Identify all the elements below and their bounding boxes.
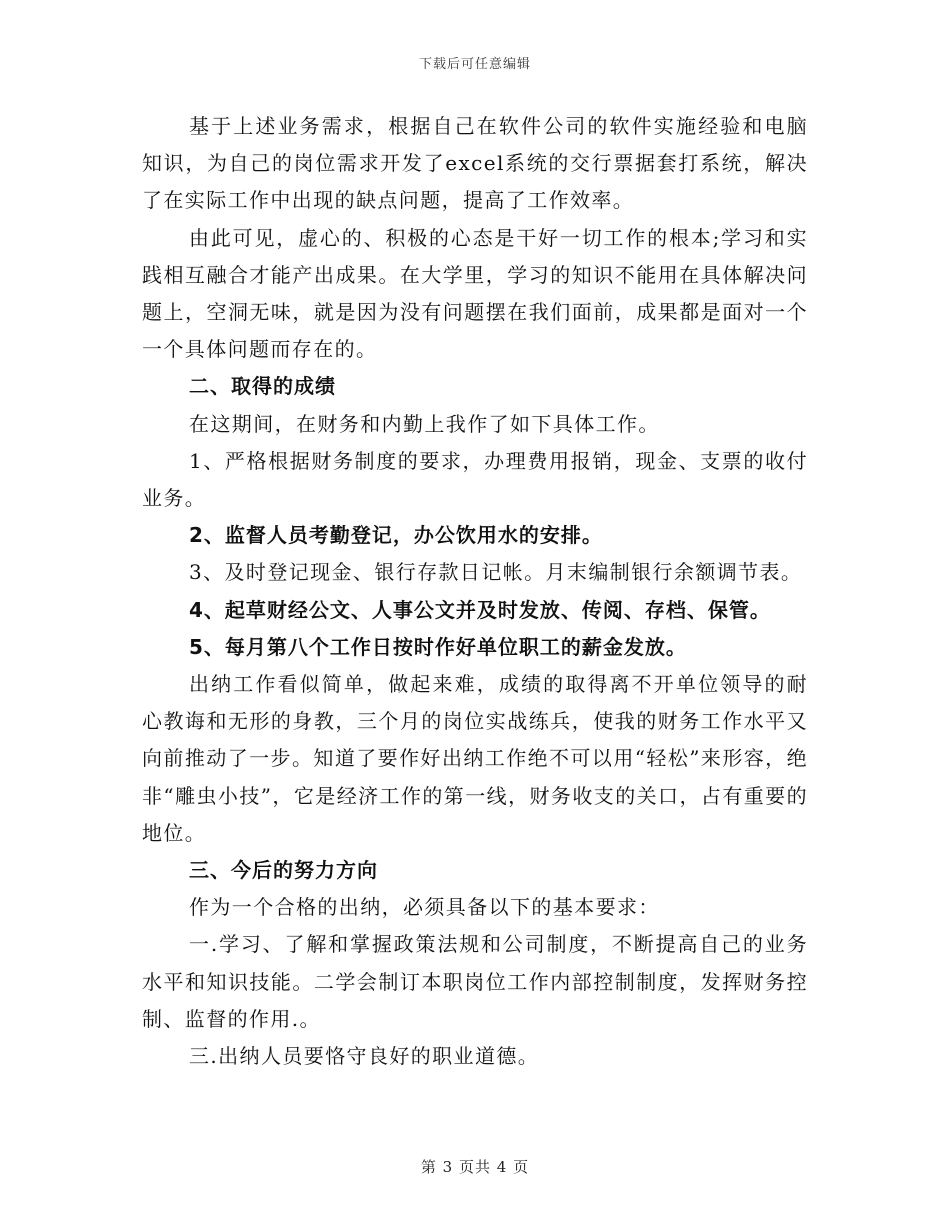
paragraph-6: 一.学习、了解和掌握政策法规和公司制度，不断提高自己的业务水平和知识技能。二学会制订本职岗位工作内部控制制度，发挥财务控制、监督的作用.。	[142, 932, 808, 1031]
list-item-2: 2、监督人员考勤登记，办公饮用水的安排。	[189, 523, 603, 548]
paragraph-5: 作为一个合格的出纳，必须具备以下的基本要求：	[189, 895, 660, 920]
paragraph-2: 由此可见，虚心的、积极的心态是干好一切工作的根本;学习和实践相互融合才能产出成果。在大学里，学习的知识不能用在具体解决问题上，空洞无味，就是因为没有问题摆在我们面前，成果都是面对一个一个具体问题而存在的。	[142, 225, 808, 362]
page-header: 下载后可任意编辑	[418, 57, 531, 72]
paragraph-1: 基于上述业务需求，根据自己在软件公司的软件实施经验和电脑知识，为自己的岗位需求开发了excel系统的交行票据套打系统，解决了在实际工作中出现的缺点问题，提高了工作效率。	[142, 114, 808, 213]
paragraph-7: 三.出纳人员要恪守良好的职业道德。	[189, 1044, 540, 1069]
list-item-5: 5、每月第八个工作日按时作好单位职工的薪金发放。	[189, 634, 687, 659]
list-item-3: 3、及时登记现金、银行存款日记帐。月末编制银行余额调节表。	[189, 560, 803, 585]
paragraph-4: 出纳工作看似简单，做起来难，成绩的取得离不开单位领导的耐心教诲和无形的身教，三个月的岗位实战练兵，使我的财务工作水平又向前推动了一步。知道了要作好出纳工作绝不可以用“轻松”来形容，绝非“雕虫小技”，它是经济工作的第一线，财务收支的关口，占有重要的地位。	[142, 672, 808, 845]
page-footer: 第 3 页共 4 页	[420, 1158, 530, 1176]
list-item-1: 1、严格根据财务制度的要求，办理费用报销，现金、支票的收付业务。	[142, 448, 808, 511]
document-body	[142, 108, 808, 1075]
section-heading-future: 三、今后的努力方向	[189, 858, 378, 883]
list-item-4: 4、起草财经公文、人事公文并及时发放、传阅、存档、保管。	[189, 597, 771, 622]
section-heading-achievements: 二、取得的成绩	[189, 374, 336, 399]
paragraph-3: 在这期间，在财务和内勤上我作了如下具体工作。	[189, 411, 660, 436]
